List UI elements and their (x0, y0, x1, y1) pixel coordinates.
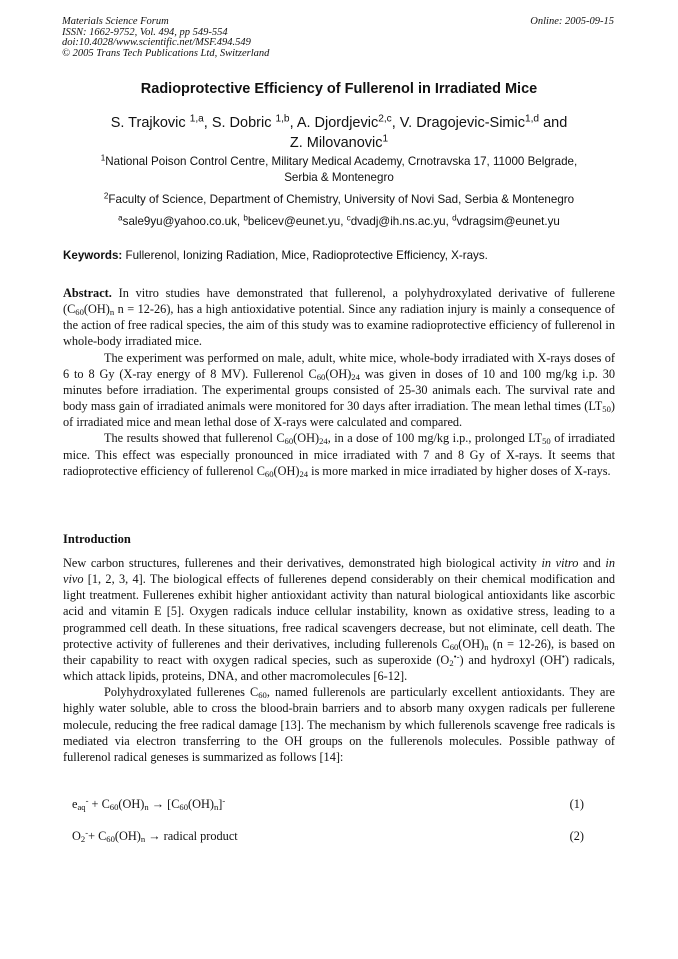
online-date: Online: 2005-09-15 (530, 16, 614, 27)
author-sup: 1,b (275, 113, 290, 125)
subscript: 24 (351, 371, 360, 382)
author: , A. Djordjevic (289, 115, 379, 131)
eq-text: + C (88, 797, 110, 811)
text: of irradiated mice. This effect was especially pronounced in mice irradiated with 7 and 8 Gy of X-rays. It seems that radioprotective efficiency of fullerenol C (63, 431, 616, 478)
subscript: n (484, 641, 489, 652)
eq-text: O (72, 829, 81, 843)
introduction (63, 555, 615, 765)
equation-2 (72, 829, 584, 844)
abstract-paragraph (63, 430, 615, 478)
text: was given in doses of 10 and 100 mg/kg i.p. 30 minutes before irradiation. The experimental groups consisted of 25-30 animals each. The survival rate and body mass gain of irradiated animals were monitored for 30 days after irradiation. The mean lethal times (LT (63, 366, 615, 414)
text: (OH) (293, 431, 320, 446)
subscript: 60 (258, 690, 267, 701)
issn: ISSN: 1662-9752, Vol. 494, pp 549-554 (62, 26, 228, 38)
text: ) of irradiated mice and mean lethal dose of X-rays were calculated and compared. (63, 399, 615, 430)
journal-name: Materials Science Forum (62, 16, 169, 27)
author: , V. Dragojevic-Simic (391, 115, 525, 131)
equation-number: (2) (569, 829, 584, 843)
subscript: 24 (319, 436, 328, 447)
doi: doi:10.4028/www.scientific.net/MSF.494.549 (62, 37, 251, 49)
text: In vitro studies have demonstrated that fullerenol, a polyhydroxylated derivative of fullerene (C (63, 286, 615, 317)
subscript: 60 (284, 436, 294, 447)
subscript: 60 (75, 307, 84, 318)
superscript: •- (453, 651, 460, 662)
text: (OH) (273, 463, 300, 478)
subscript: 24 (299, 468, 309, 479)
subscript: n (109, 307, 115, 318)
superscript: - (222, 795, 226, 806)
superscript: - (85, 795, 89, 806)
intro-paragraph (63, 684, 615, 765)
text: , named fullerenols are particularly excellent antioxidants. They are highly water soluble, able to cross the blood-brain barriers and to absorb many oxygen radicals per fullerene molecule, reducing the free radical damage [13]. The mechanism by which fullerenols scavenge free radicals is mediated via electron transferring to the OH groups on the fullerenols molecules. Possible pathway of fullerenol radical geneses is summarized as follows [14]: (63, 685, 616, 764)
eq-text: (OH) (114, 829, 141, 843)
text: n = 12-26), has a high antioxidative potential. Since any radiation injury is mainly a consequence of the action of free radical species, the aim of this study was to examine radioprotective efficiency of fullerenol in whole-body irradiated mice. (63, 302, 615, 349)
keywords (63, 249, 615, 262)
author: , S. Dobric (203, 115, 276, 131)
subscript: n (144, 802, 149, 813)
text: (OH) (458, 636, 485, 651)
text: The results showed that fullerenol C (104, 431, 285, 446)
superscript: • (561, 651, 565, 662)
subscript: 60 (449, 641, 459, 652)
paper-title: Radioprotective Efficiency of Fullerenol in Irradiated Mice (140, 81, 538, 97)
subscript: 60 (264, 468, 274, 479)
journal-header (62, 17, 269, 59)
eq-text: → radical product (145, 829, 238, 843)
author-sup: 1 (382, 133, 389, 145)
text: ) radicals, which attack lipids, proteins, DNA, and other macromolecules [6-12]. (63, 652, 615, 684)
equation-1 (72, 797, 584, 812)
subscript: n (213, 802, 219, 813)
equation-number: (1) (569, 797, 584, 811)
subscript: 50 (542, 436, 551, 447)
author-conjunction: and (539, 115, 568, 131)
copyright: © 2005 Trans Tech Publications Ltd, Switzerland (62, 47, 270, 59)
abstract-paragraph (63, 285, 615, 350)
subscript: 60 (316, 371, 326, 382)
email-link[interactable]: belicev@eunet.yu, (247, 215, 347, 228)
text: ) and hydroxyl (OH (459, 652, 562, 667)
eq-text: ] (218, 797, 223, 811)
email-link[interactable]: sale9yu@yahoo.co.uk, (122, 215, 244, 228)
author: Z. Milovanovic (289, 135, 383, 151)
text: (n = 12-26), is based on their capability to react with oxygen radical species, such as superoxide (O (63, 636, 616, 667)
email-list (60, 214, 618, 230)
affiliation-text: Serbia & Montenegro (284, 171, 394, 184)
abstract-label: Abstract. (63, 286, 112, 300)
email-sup: c (346, 213, 351, 223)
text: The experiment was performed on male, adult, white mice, whole-body irradiated with X-rays doses of 6 to 8 Gy (X-ray energy of 8 MV). Fullerenol C (63, 350, 615, 381)
author-list (60, 113, 618, 153)
subscript: 60 (179, 802, 189, 813)
author: S. Trajkovic (110, 115, 190, 131)
text: , in a dose of 100 mg/kg i.p., prolonged LT (327, 431, 543, 446)
text: New carbon structures, fullerenes and their derivatives, demonstrated high biological activity (63, 556, 542, 570)
text: and (578, 556, 606, 570)
subscript: n (140, 834, 146, 845)
italic-text: in vitro (541, 556, 579, 570)
email-sup: b (243, 213, 248, 223)
eq-text: (OH) (188, 797, 214, 811)
eq-text: e (72, 797, 78, 811)
eq-text: (OH) (118, 797, 145, 811)
abstract-paragraph (63, 350, 615, 431)
author-sup: 1,d (524, 113, 540, 125)
affiliation-text: National Poison Control Centre, Military Medical Academy, Crnotravska 17, 11000 Belgrade, (105, 155, 578, 168)
text: [1, 2, 3, 4]. The biological effects of fullerenes depend considerably on their chemical modification and light treatment. Fullerenes exhibit higher antioxidant activity than natural biological antioxidants like ascorbic acid and vitamin E [5]. Oxygen radicals induce cellular instability, known as oxidative stress, leading to a programmed cell death. In these situations, free radical scavengers decrease, but not eliminate, cell death. The protective activity of fullerenes and their derivatives, including fullerenols C (63, 572, 615, 651)
affiliation-2 (60, 192, 618, 208)
subscript: 2 (80, 834, 86, 845)
author-sup: 1,a (189, 113, 204, 125)
subscript: 60 (109, 802, 119, 813)
affiliation-1 (60, 154, 618, 186)
keywords-label: Keywords: (63, 249, 123, 262)
email-sup: a (118, 213, 123, 223)
email-sup: d (452, 213, 457, 223)
eq-text: → [C (148, 797, 180, 811)
email-link[interactable]: dvadj@ih.ns.ac.yu, (350, 215, 453, 228)
affiliation-text: Faculty of Science, Department of Chemistry, University of Novi Sad, Serbia & Montenegro (108, 193, 575, 206)
text: (OH) (325, 366, 352, 381)
abstract (63, 285, 615, 479)
text: Polyhydroxylated fullerenes C (104, 685, 259, 700)
affiliation-sup: 2 (103, 191, 109, 201)
affiliation-sup: 1 (100, 153, 106, 163)
subscript: aq (77, 802, 86, 813)
italic-text: in vivo (63, 556, 615, 587)
keywords-text: Fullerenol, Ionizing Radiation, Mice, Radioprotective Efficiency, X-rays. (122, 249, 488, 262)
email-link[interactable]: vdragsim@eunet.yu (456, 215, 560, 228)
intro-paragraph (63, 555, 615, 684)
subscript: 50 (602, 404, 611, 415)
text: (OH) (83, 302, 110, 317)
text: is more marked in mice irradiated by higher doses of X-rays. (308, 463, 611, 478)
superscript: - (85, 827, 89, 838)
subscript: 2 (449, 658, 454, 669)
eq-text: + C (88, 829, 107, 843)
subscript: 60 (106, 834, 115, 845)
author-sup: 2,c (378, 113, 392, 125)
section-heading: Introduction (63, 532, 131, 546)
